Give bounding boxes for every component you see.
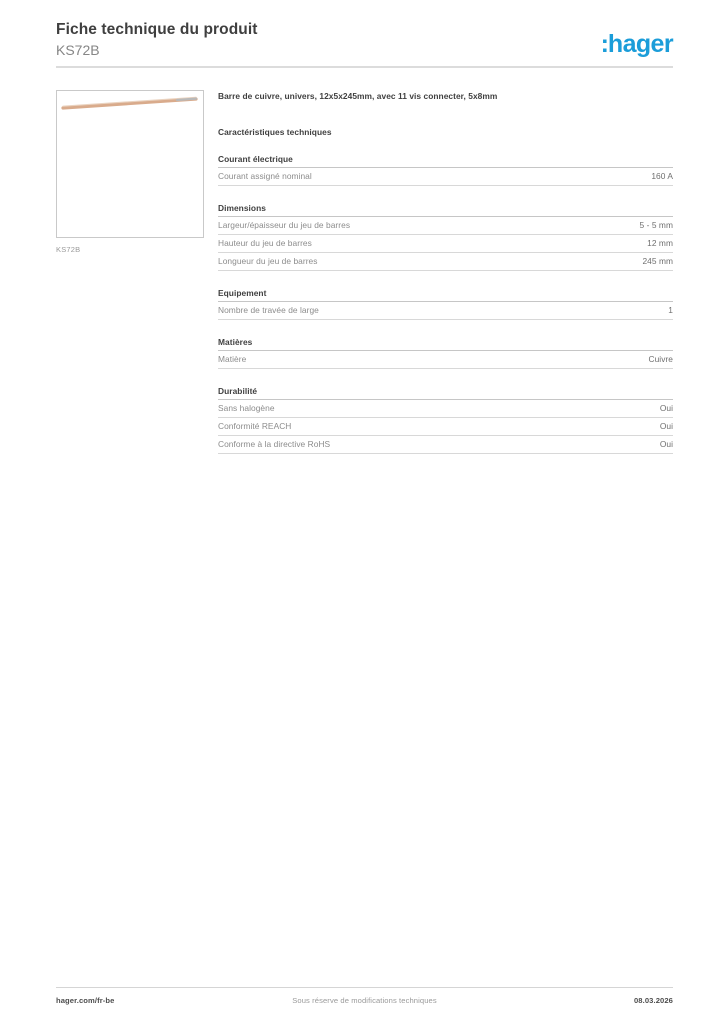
footer-divider (56, 987, 673, 988)
spec-row (218, 217, 673, 235)
page-footer (56, 996, 673, 1010)
product-image-caption: KS72B (56, 245, 81, 254)
footer-date: 08.03.2026 (633, 996, 673, 1005)
spec-row-value: Oui (659, 403, 673, 413)
spec-row-value: 5 - 5 mm (639, 220, 673, 230)
spec-row (218, 253, 673, 271)
spec-row (218, 235, 673, 253)
group-title: Equipement (218, 288, 673, 302)
group-title: Durabilité (218, 386, 673, 400)
group-title: Dimensions (218, 203, 673, 217)
spec-row (218, 351, 673, 369)
title-block (56, 20, 258, 59)
spec-row-label: Nombre de travée de large (218, 305, 319, 315)
specification-group (218, 386, 673, 454)
spec-row-value: 1 (668, 305, 673, 315)
footer-disclaimer: Sous réserve de modifications techniques (292, 996, 437, 1005)
specification-groups (218, 154, 673, 454)
logo-wordmark: hager (607, 30, 673, 58)
product-figure (56, 90, 204, 254)
spec-row-value: 160 A (651, 171, 673, 181)
group-title: Courant électrique (218, 154, 673, 168)
spec-row-label: Matière (218, 354, 247, 364)
spec-row (218, 418, 673, 436)
specification-group (218, 154, 673, 186)
spec-row (218, 436, 673, 454)
spec-row (218, 168, 673, 186)
spec-row-label: Largeur/épaisseur du jeu de barres (218, 220, 351, 230)
footer-website-link[interactable]: hager.com/fr-be (56, 996, 115, 1005)
spec-row-value: Cuivre (648, 354, 673, 364)
spec-row-label: Longueur du jeu de barres (218, 256, 318, 266)
page-header (56, 20, 673, 66)
specification-group (218, 203, 673, 271)
specifications-panel (218, 90, 673, 454)
product-reference: KS72B (56, 42, 100, 58)
spec-row (218, 400, 673, 418)
hager-logo (601, 32, 673, 57)
specifications-heading: Caractéristiques techniques (218, 127, 332, 137)
spec-row-value: 245 mm (642, 256, 673, 266)
spec-row-label: Hauteur du jeu de barres (218, 238, 312, 248)
page-title: Fiche technique du produit (56, 21, 258, 38)
logo-colon-icon: : (600, 30, 608, 58)
header-divider (56, 66, 673, 68)
product-image-frame (56, 90, 204, 238)
product-description: Barre de cuivre, univers, 12x5x245mm, avec 11 vis connecter, 5x8mm (218, 91, 498, 101)
copper-busbar-illustration (57, 91, 203, 237)
spec-row-label: Conformité REACH (218, 421, 292, 431)
spec-row-value: 12 mm (647, 238, 673, 248)
specification-group (218, 337, 673, 369)
spec-row-label: Sans halogène (218, 403, 275, 413)
spec-row-label: Courant assigné nominal (218, 171, 312, 181)
spec-row-label: Conforme à la directive RoHS (218, 439, 331, 449)
group-title: Matières (218, 337, 673, 351)
spec-row-value: Oui (659, 439, 673, 449)
spec-row (218, 302, 673, 320)
spec-row-value: Oui (659, 421, 673, 431)
specification-group (218, 288, 673, 320)
